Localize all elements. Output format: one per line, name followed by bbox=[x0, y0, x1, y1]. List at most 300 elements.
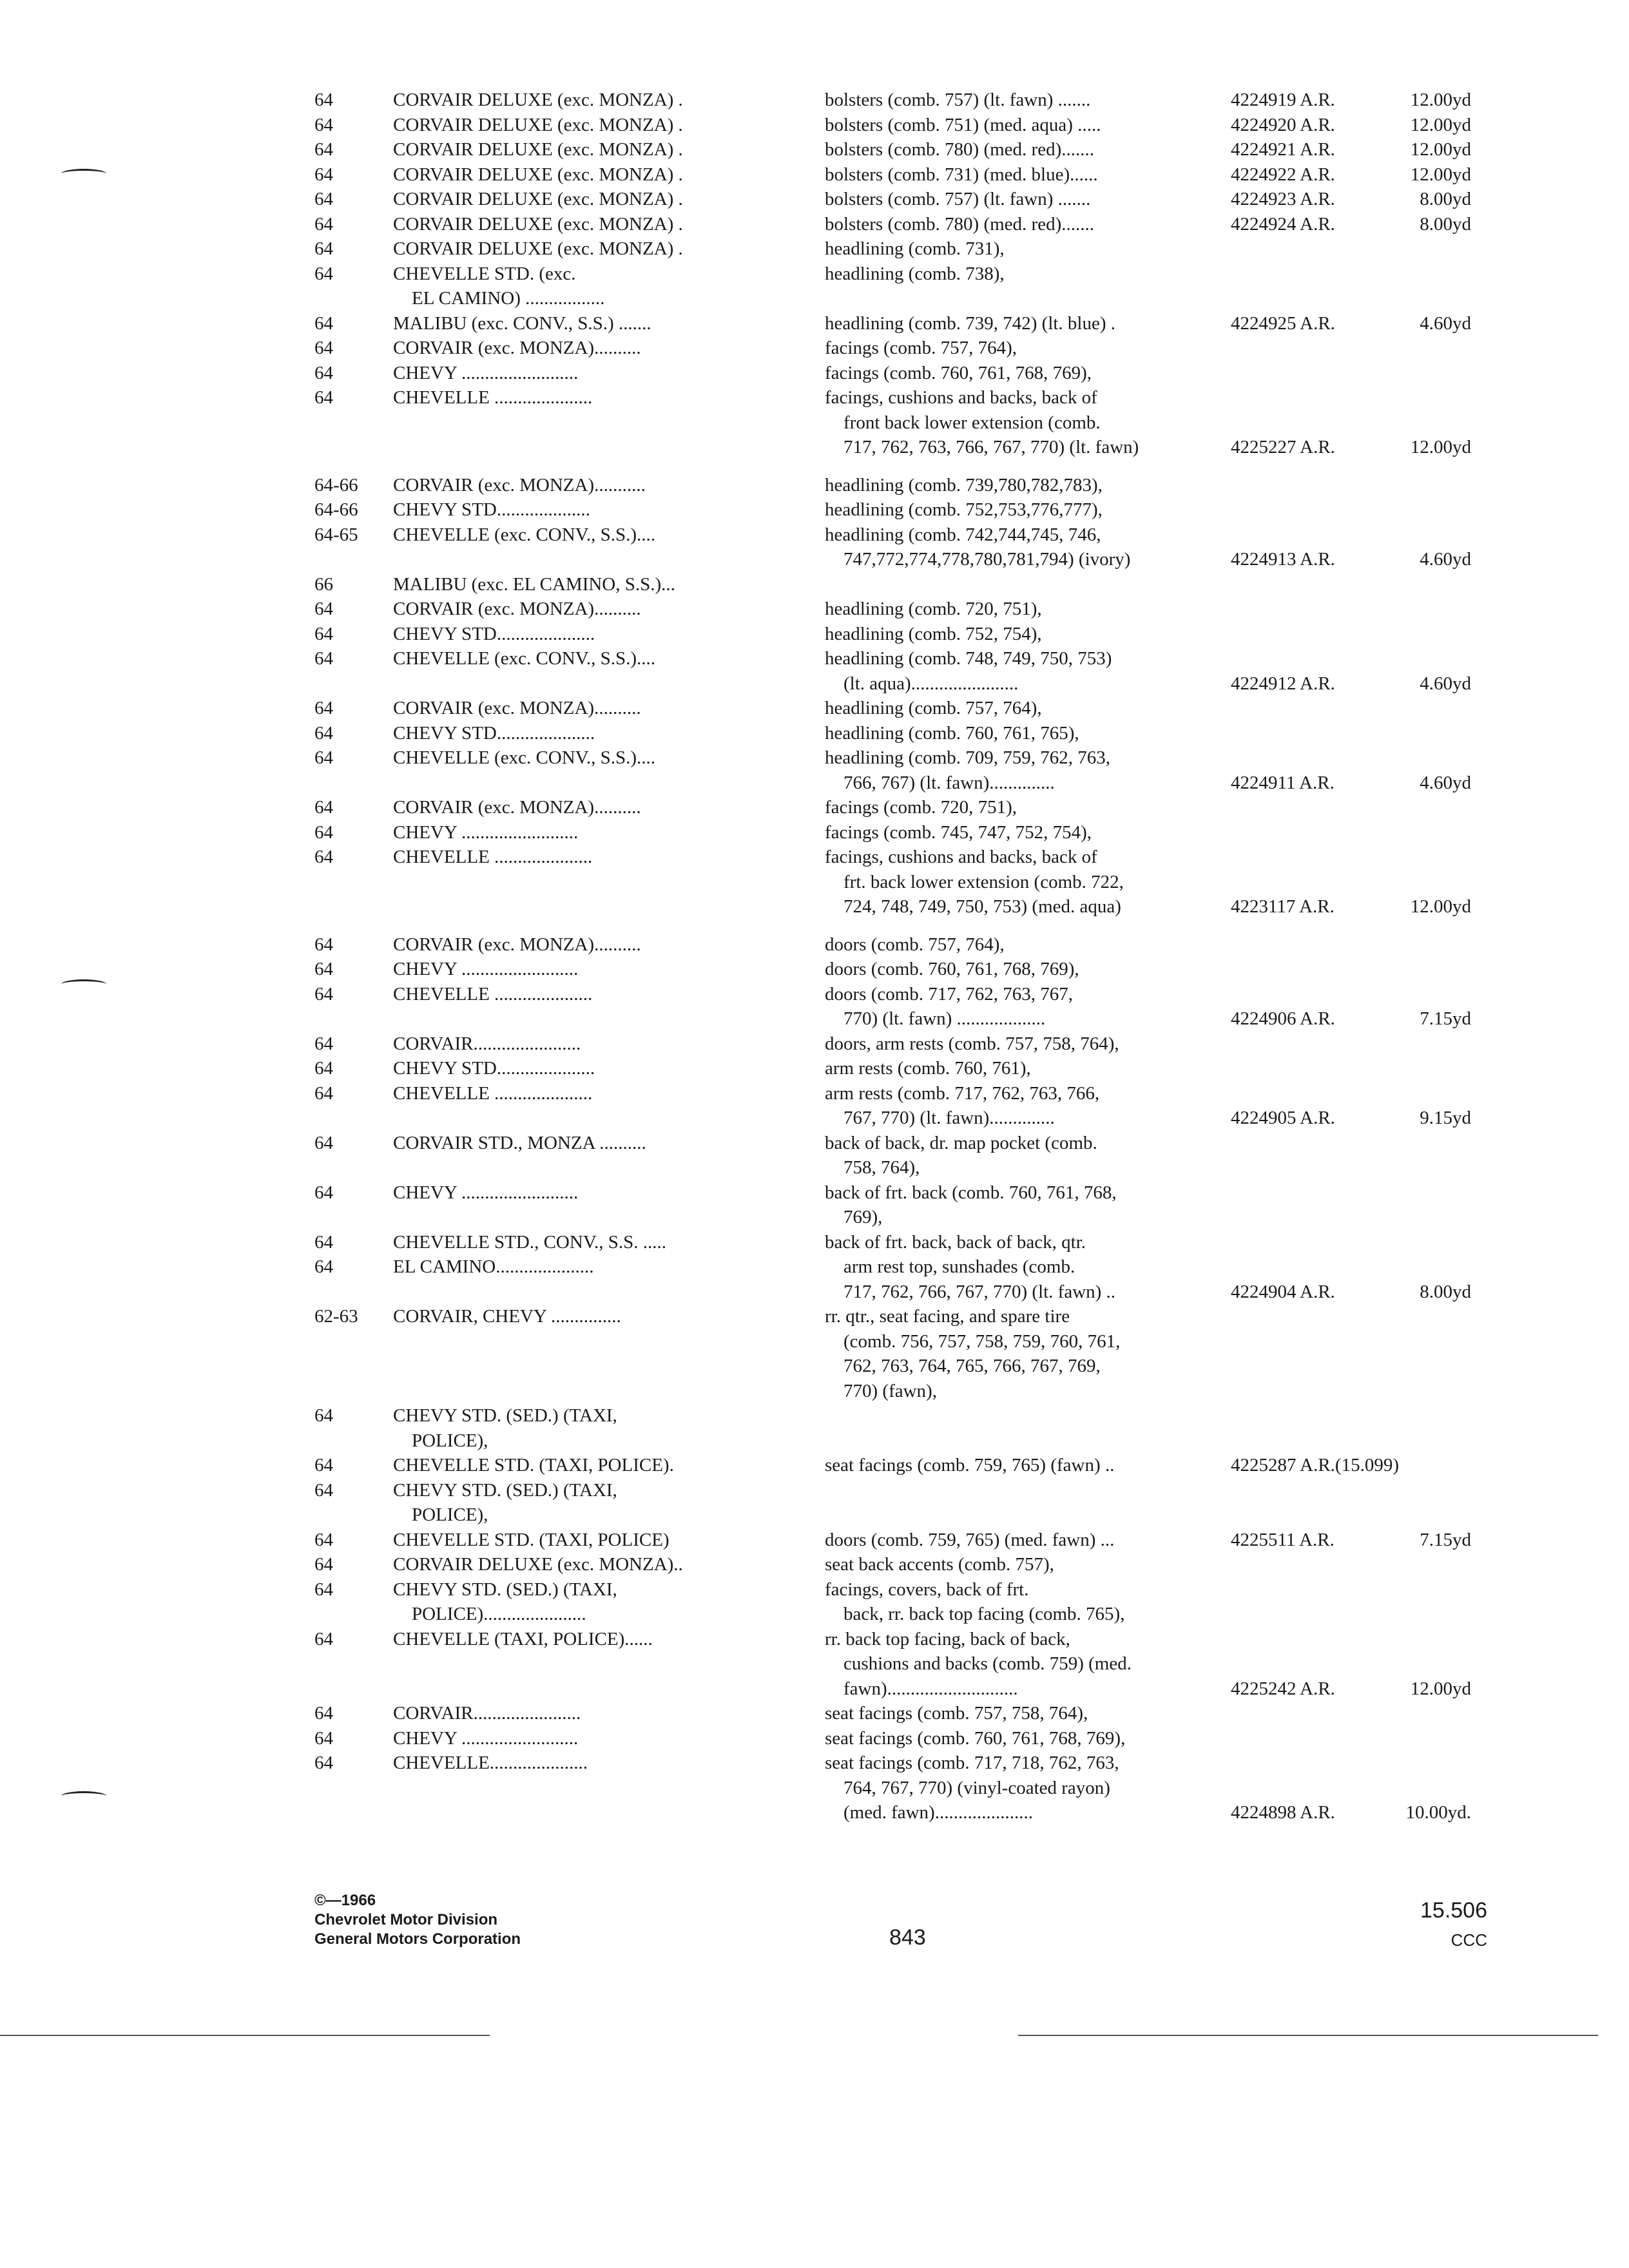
description-line: (lt. aqua)....................... bbox=[825, 673, 1019, 694]
model-line: CHEVELLE STD. (exc. bbox=[393, 263, 576, 284]
model-year: 64 bbox=[314, 1554, 333, 1575]
description-line: facings, cushions and backs, back of bbox=[825, 847, 1097, 867]
description-line: 758, 764), bbox=[825, 1157, 920, 1178]
table-row bbox=[0, 113, 1629, 138]
vehicle-model bbox=[393, 572, 767, 597]
table-row bbox=[0, 932, 1629, 957]
description-line: back, rr. back top facing (comb. 765), bbox=[825, 1604, 1125, 1624]
trim-description bbox=[825, 696, 1237, 721]
trim-description bbox=[825, 497, 1237, 523]
model-year: 64 bbox=[314, 1058, 333, 1079]
table-row bbox=[0, 361, 1629, 386]
description-line: 769), bbox=[825, 1207, 883, 1227]
model-line: EL CAMINO) ................. bbox=[393, 288, 605, 309]
model-line: CORVAIR DELUXE (exc. MONZA) . bbox=[393, 139, 683, 160]
bottom-rule bbox=[0, 2035, 490, 2036]
model-line: CHEVELLE (TAXI, POLICE)...... bbox=[393, 1628, 653, 1649]
description-line: doors (comb. 757, 764), bbox=[825, 934, 1005, 955]
model-line: CHEVY ......................... bbox=[393, 959, 579, 979]
vehicle-model bbox=[393, 137, 767, 162]
model-line: CORVAIR DELUXE (exc. MONZA) . bbox=[393, 189, 683, 209]
part-number: 4224912 A.R. bbox=[1231, 673, 1335, 694]
part-number: 4224922 A.R. bbox=[1231, 164, 1335, 185]
quantity: 7.15yd bbox=[1420, 1529, 1471, 1550]
description-line: fawn)............................ bbox=[825, 1678, 1018, 1699]
description-line: headlining (comb. 760, 761, 765), bbox=[825, 722, 1079, 744]
description-line: rr. back top facing, back of back, bbox=[825, 1628, 1070, 1649]
model-line: CHEVY STD. (SED.) (TAXI, bbox=[393, 1579, 617, 1600]
description-line: doors (comb. 717, 762, 763, 767, bbox=[825, 983, 1074, 1004]
trim-description bbox=[825, 212, 1237, 237]
quantity: 8.00yd bbox=[1420, 189, 1471, 209]
description-line: 747,772,774,778,780,781,794) (ivory) bbox=[825, 549, 1131, 570]
model-year: 64 bbox=[314, 599, 333, 619]
trim-description bbox=[825, 88, 1237, 113]
description-line: frt. back lower extension (comb. 722, bbox=[825, 871, 1124, 892]
vehicle-model bbox=[393, 1056, 767, 1081]
description-line: 767, 770) (lt. fawn).............. bbox=[825, 1108, 1055, 1128]
table-row bbox=[0, 845, 1629, 932]
description-line: 764, 767, 770) (vinyl-coated rayon) bbox=[825, 1777, 1110, 1798]
model-year: 64 bbox=[314, 1703, 333, 1724]
model-year: 64-66 bbox=[314, 474, 358, 495]
table-row bbox=[0, 1032, 1629, 1057]
model-year: 64-66 bbox=[314, 499, 358, 520]
model-year: 64 bbox=[314, 1628, 333, 1649]
description-line: facings (comb. 720, 751), bbox=[825, 797, 1017, 818]
description-line: headlining (comb. 709, 759, 762, 763, bbox=[825, 747, 1111, 768]
vehicle-model bbox=[393, 957, 767, 982]
model-line: CHEVY ......................... bbox=[393, 822, 579, 843]
model-line: CORVAIR STD., MONZA .......... bbox=[393, 1132, 646, 1153]
description-line: doors (comb. 760, 761, 768, 769), bbox=[825, 959, 1079, 979]
description-line: facings, cushions and backs, back of bbox=[825, 387, 1097, 408]
model-year: 64 bbox=[314, 797, 333, 818]
quantity: 12.00yd bbox=[1410, 114, 1471, 135]
description-line: headlining (comb. 752,753,776,777), bbox=[825, 499, 1103, 520]
model-line: CHEVELLE..................... bbox=[393, 1753, 588, 1773]
table-row bbox=[0, 1254, 1629, 1304]
quantity: 8.00yd bbox=[1420, 1281, 1471, 1302]
model-year: 64 bbox=[314, 90, 333, 110]
description-line: headlining (comb. 731), bbox=[825, 238, 1005, 259]
model-line: CORVAIR DELUXE (exc. MONZA) . bbox=[393, 164, 683, 185]
trim-description bbox=[825, 1701, 1237, 1726]
table-row bbox=[0, 1478, 1629, 1528]
model-year: 64 bbox=[314, 1033, 333, 1054]
description-line: headlining (comb. 738), bbox=[825, 263, 1005, 284]
corporation-line: General Motors Corporation bbox=[314, 1930, 521, 1948]
description-line: rr. qtr., seat facing, and spare tire bbox=[825, 1306, 1070, 1327]
description-line: doors, arm rests (comb. 757, 758, 764), bbox=[825, 1033, 1119, 1054]
trim-description bbox=[825, 932, 1237, 957]
trim-description bbox=[825, 1081, 1237, 1131]
table-row bbox=[0, 187, 1629, 212]
table-row bbox=[0, 1403, 1629, 1453]
model-line: CHEVY ......................... bbox=[393, 362, 579, 383]
vehicle-model bbox=[393, 820, 767, 845]
model-year: 64 bbox=[314, 338, 333, 358]
model-year: 64 bbox=[314, 263, 333, 284]
table-row bbox=[0, 1304, 1629, 1403]
part-number: 4224904 A.R. bbox=[1231, 1281, 1335, 1302]
vehicle-model bbox=[393, 336, 767, 361]
table-row bbox=[0, 795, 1629, 820]
table-row bbox=[0, 1751, 1629, 1825]
trim-description bbox=[825, 187, 1237, 212]
trim-description bbox=[825, 1577, 1237, 1627]
part-number: 4224905 A.R. bbox=[1231, 1108, 1335, 1128]
quantity: 12.00yd bbox=[1410, 90, 1471, 110]
model-year: 64 bbox=[314, 959, 333, 979]
trim-description bbox=[825, 113, 1237, 138]
model-year: 64 bbox=[314, 1579, 333, 1600]
description-line: back of frt. back, back of back, qtr. bbox=[825, 1231, 1086, 1253]
model-year: 64 bbox=[314, 1132, 333, 1153]
trim-description bbox=[825, 1254, 1237, 1304]
vehicle-model bbox=[393, 597, 767, 622]
model-line: MALIBU (exc. CONV., S.S.) ....... bbox=[393, 312, 651, 334]
description-line: 717, 762, 766, 767, 770) (lt. fawn) .. bbox=[825, 1281, 1116, 1302]
table-row bbox=[0, 572, 1629, 597]
model-line: CHEVY STD. (SED.) (TAXI, bbox=[393, 1405, 617, 1426]
quantity: 12.00yd bbox=[1410, 1678, 1471, 1699]
trim-description bbox=[825, 1552, 1237, 1577]
model-line: CHEVELLE STD., CONV., S.S. ..... bbox=[393, 1231, 667, 1253]
model-line: POLICE)...................... bbox=[393, 1604, 586, 1624]
description-line: bolsters (comb. 780) (med. red)....... bbox=[825, 139, 1094, 160]
trim-description bbox=[825, 473, 1237, 498]
description-line: 770) (lt. fawn) ................... bbox=[825, 1008, 1046, 1029]
trim-description bbox=[825, 1056, 1237, 1081]
description-line: (med. fawn)..................... bbox=[825, 1802, 1033, 1823]
description-line: facings (comb. 757, 764), bbox=[825, 338, 1017, 358]
part-number: 4224925 A.R. bbox=[1231, 312, 1335, 334]
part-number: 4224911 A.R. bbox=[1231, 772, 1335, 793]
trim-description bbox=[825, 1230, 1237, 1255]
vehicle-model bbox=[393, 88, 767, 113]
model-year: 64 bbox=[314, 722, 333, 744]
model-year: 64 bbox=[314, 1405, 333, 1426]
model-year: 64 bbox=[314, 1455, 333, 1475]
quantity: 8.00yd bbox=[1420, 213, 1471, 235]
table-row bbox=[0, 1131, 1629, 1180]
table-row bbox=[0, 212, 1629, 237]
table-row bbox=[0, 236, 1629, 262]
part-number: 4225287 A.R.(15.099) bbox=[1231, 1455, 1399, 1475]
description-line: 724, 748, 749, 750, 753) (med. aqua) bbox=[825, 896, 1121, 917]
vehicle-model bbox=[393, 162, 767, 187]
trim-description bbox=[825, 1032, 1237, 1057]
trim-description bbox=[825, 1304, 1237, 1403]
quantity: 12.00yd bbox=[1410, 896, 1471, 917]
description-line: 762, 763, 764, 765, 766, 767, 769, bbox=[825, 1356, 1101, 1376]
quantity: 4.60yd bbox=[1420, 549, 1471, 570]
model-year: 64 bbox=[314, 1256, 333, 1277]
model-year: 66 bbox=[314, 573, 333, 595]
description-line: headlining (comb. 757, 764), bbox=[825, 698, 1042, 718]
trim-description bbox=[825, 1528, 1237, 1553]
trim-description bbox=[825, 622, 1237, 647]
vehicle-model bbox=[393, 982, 767, 1007]
model-year: 64 bbox=[314, 747, 333, 768]
section-number: 15.506 bbox=[1420, 1898, 1487, 1923]
table-row bbox=[0, 1056, 1629, 1081]
model-year: 64 bbox=[314, 847, 333, 867]
model-line: CHEVELLE ..................... bbox=[393, 847, 593, 867]
vehicle-model bbox=[393, 646, 767, 671]
description-line: front back lower extension (comb. bbox=[825, 412, 1101, 433]
description-line: headlining (comb. 752, 754), bbox=[825, 623, 1042, 644]
model-line: CHEVELLE (exc. CONV., S.S.).... bbox=[393, 747, 656, 768]
vehicle-model bbox=[393, 361, 767, 386]
model-year: 64 bbox=[314, 1753, 333, 1773]
table-row bbox=[0, 497, 1629, 523]
vehicle-model bbox=[393, 1131, 767, 1156]
table-row bbox=[0, 696, 1629, 721]
table-row bbox=[0, 1230, 1629, 1255]
vehicle-model bbox=[393, 236, 767, 262]
trim-description bbox=[825, 361, 1237, 386]
description-line: bolsters (comb. 757) (lt. fawn) ....... bbox=[825, 90, 1091, 110]
description-line: arm rests (comb. 760, 761), bbox=[825, 1058, 1031, 1079]
table-row bbox=[0, 162, 1629, 187]
model-year: 64 bbox=[314, 623, 333, 644]
trim-description bbox=[825, 721, 1237, 746]
vehicle-model bbox=[393, 1304, 767, 1329]
description-line: facings (comb. 760, 761, 768, 769), bbox=[825, 362, 1092, 383]
vehicle-model bbox=[393, 1577, 767, 1627]
vehicle-model bbox=[393, 1726, 767, 1751]
model-line: CORVAIR DELUXE (exc. MONZA) . bbox=[393, 238, 683, 259]
description-line: headlining (comb. 739, 742) (lt. blue) . bbox=[825, 312, 1116, 334]
model-year: 64 bbox=[314, 213, 333, 235]
margin-mark bbox=[61, 169, 106, 178]
trim-description bbox=[825, 1453, 1237, 1478]
vehicle-model bbox=[393, 845, 767, 870]
table-row bbox=[0, 1627, 1629, 1702]
model-line: CHEVELLE ..................... bbox=[393, 1082, 593, 1104]
part-number: 4225511 A.R. bbox=[1231, 1529, 1335, 1550]
table-row bbox=[0, 1577, 1629, 1627]
trim-description bbox=[825, 236, 1237, 262]
model-year: 64 bbox=[314, 312, 333, 334]
table-row bbox=[0, 597, 1629, 622]
part-number: 4225227 A.R. bbox=[1231, 437, 1335, 457]
description-line: bolsters (comb. 780) (med. red)....... bbox=[825, 213, 1094, 235]
model-line: CHEVELLE STD. (TAXI, POLICE) bbox=[393, 1529, 670, 1550]
description-line: headlining (comb. 739,780,782,783), bbox=[825, 474, 1103, 495]
page-number: 843 bbox=[889, 1925, 926, 1950]
part-number: 4224919 A.R. bbox=[1231, 90, 1335, 110]
model-year: 64 bbox=[314, 1529, 333, 1550]
description-line: back of back, dr. map pocket (comb. bbox=[825, 1132, 1097, 1153]
table-row bbox=[0, 1552, 1629, 1577]
model-year: 64 bbox=[314, 139, 333, 160]
table-row bbox=[0, 1453, 1629, 1478]
margin-mark bbox=[61, 1791, 106, 1801]
model-line: CORVAIR, CHEVY ............... bbox=[393, 1306, 621, 1327]
table-row bbox=[0, 262, 1629, 311]
trim-description bbox=[825, 982, 1237, 1032]
description-line: seat facings (comb. 759, 765) (fawn) .. bbox=[825, 1455, 1115, 1475]
model-line: CORVAIR (exc. MONZA)........... bbox=[393, 474, 646, 495]
vehicle-model bbox=[393, 385, 767, 410]
trim-description bbox=[825, 646, 1237, 696]
part-number: 4224898 A.R. bbox=[1231, 1802, 1335, 1823]
table-row bbox=[0, 473, 1629, 498]
section-code: CCC bbox=[1451, 1930, 1487, 1950]
model-line: CHEVELLE ..................... bbox=[393, 387, 593, 408]
description-line: cushions and backs (comb. 759) (med. bbox=[825, 1653, 1132, 1674]
model-line: CORVAIR DELUXE (exc. MONZA) . bbox=[393, 213, 683, 235]
description-line: facings, covers, back of frt. bbox=[825, 1579, 1029, 1600]
description-line: arm rests (comb. 717, 762, 763, 766, bbox=[825, 1082, 1100, 1104]
trim-description bbox=[825, 1726, 1237, 1751]
model-year: 64-65 bbox=[314, 524, 358, 545]
margin-mark bbox=[61, 979, 106, 989]
table-row bbox=[0, 721, 1629, 746]
description-line: back of frt. back (comb. 760, 761, 768, bbox=[825, 1182, 1117, 1203]
bottom-rule bbox=[1018, 2035, 1598, 2036]
model-year: 64 bbox=[314, 934, 333, 955]
model-year: 64 bbox=[314, 114, 333, 135]
trim-description bbox=[825, 1131, 1237, 1180]
table-row bbox=[0, 311, 1629, 336]
model-year: 64 bbox=[314, 238, 333, 259]
table-row bbox=[0, 1701, 1629, 1726]
model-year: 64 bbox=[314, 648, 333, 669]
quantity: 10.00yd. bbox=[1405, 1802, 1471, 1823]
table-row bbox=[0, 622, 1629, 647]
trim-description bbox=[825, 795, 1237, 820]
trim-description bbox=[825, 523, 1237, 572]
vehicle-model bbox=[393, 1081, 767, 1106]
vehicle-model bbox=[393, 932, 767, 957]
part-number: 4224913 A.R. bbox=[1231, 549, 1335, 570]
parts-table bbox=[0, 88, 1629, 1825]
quantity: 4.60yd bbox=[1420, 673, 1471, 694]
part-number: 4224921 A.R. bbox=[1231, 139, 1335, 160]
trim-description bbox=[825, 336, 1237, 361]
trim-description bbox=[825, 1180, 1237, 1230]
trim-description bbox=[825, 162, 1237, 187]
model-year: 62-63 bbox=[314, 1306, 358, 1327]
model-line: CORVAIR (exc. MONZA).......... bbox=[393, 934, 641, 955]
publisher-block bbox=[314, 1891, 521, 1949]
table-row bbox=[0, 646, 1629, 696]
trim-description bbox=[825, 137, 1237, 162]
trim-description bbox=[825, 820, 1237, 845]
model-year: 64 bbox=[314, 1182, 333, 1203]
model-line: CORVAIR DELUXE (exc. MONZA).. bbox=[393, 1554, 683, 1575]
trim-description bbox=[825, 597, 1237, 622]
vehicle-model bbox=[393, 113, 767, 138]
vehicle-model bbox=[393, 523, 767, 548]
description-line: headlining (comb. 720, 751), bbox=[825, 599, 1042, 619]
part-number: 4224920 A.R. bbox=[1231, 114, 1335, 135]
model-line: CHEVY STD..................... bbox=[393, 1058, 595, 1079]
model-line: MALIBU (exc. EL CAMINO, S.S.)... bbox=[393, 573, 675, 595]
model-line: CORVAIR (exc. MONZA).......... bbox=[393, 338, 641, 358]
quantity: 4.60yd bbox=[1420, 312, 1471, 334]
vehicle-model bbox=[393, 1552, 767, 1577]
model-year: 64 bbox=[314, 164, 333, 185]
division-line: Chevrolet Motor Division bbox=[314, 1911, 498, 1928]
vehicle-model bbox=[393, 1453, 767, 1478]
vehicle-model bbox=[393, 1627, 767, 1652]
model-line: CORVAIR (exc. MONZA).......... bbox=[393, 599, 641, 619]
vehicle-model bbox=[393, 311, 767, 336]
quantity: 12.00yd bbox=[1410, 139, 1471, 160]
model-year: 64 bbox=[314, 698, 333, 718]
model-line: CHEVELLE STD. (TAXI, POLICE). bbox=[393, 1455, 674, 1475]
model-line: CHEVY ......................... bbox=[393, 1182, 579, 1203]
model-line: CORVAIR DELUXE (exc. MONZA) . bbox=[393, 114, 683, 135]
vehicle-model bbox=[393, 1230, 767, 1255]
vehicle-model bbox=[393, 497, 767, 523]
vehicle-model bbox=[393, 1751, 767, 1776]
trim-description bbox=[825, 745, 1237, 795]
table-row bbox=[0, 523, 1629, 572]
table-row bbox=[0, 1726, 1629, 1751]
model-line: POLICE), bbox=[393, 1504, 488, 1525]
quantity: 12.00yd bbox=[1410, 164, 1471, 185]
quantity: 12.00yd bbox=[1410, 437, 1471, 457]
description-line: seat facings (comb. 760, 761, 768, 769), bbox=[825, 1727, 1126, 1749]
model-line: CHEVY STD. (SED.) (TAXI, bbox=[393, 1479, 617, 1501]
description-line: (comb. 756, 757, 758, 759, 760, 761, bbox=[825, 1331, 1121, 1352]
vehicle-model bbox=[393, 622, 767, 647]
description-line: bolsters (comb. 751) (med. aqua) ..... bbox=[825, 114, 1101, 135]
vehicle-model bbox=[393, 1032, 767, 1057]
table-row bbox=[0, 1081, 1629, 1131]
table-row bbox=[0, 957, 1629, 982]
description-line: 717, 762, 763, 766, 767, 770) (lt. fawn) bbox=[825, 437, 1139, 457]
table-row bbox=[0, 88, 1629, 113]
part-number: 4225242 A.R. bbox=[1231, 1678, 1335, 1699]
description-line: arm rest top, sunshades (comb. bbox=[825, 1256, 1075, 1277]
trim-description bbox=[825, 262, 1237, 287]
vehicle-model bbox=[393, 1254, 767, 1280]
table-row bbox=[0, 820, 1629, 845]
trim-description bbox=[825, 957, 1237, 982]
vehicle-model bbox=[393, 1403, 767, 1453]
model-year: 64 bbox=[314, 387, 333, 408]
vehicle-model bbox=[393, 262, 767, 311]
model-year: 64 bbox=[314, 1231, 333, 1253]
model-line: CHEVY STD..................... bbox=[393, 623, 595, 644]
model-year: 64 bbox=[314, 1479, 333, 1501]
model-line: CORVAIR (exc. MONZA).......... bbox=[393, 797, 641, 818]
description-line: bolsters (comb. 757) (lt. fawn) ....... bbox=[825, 189, 1091, 209]
model-year: 64 bbox=[314, 362, 333, 383]
copyright-line: ©—1966 bbox=[314, 1892, 376, 1909]
model-year: 64 bbox=[314, 1082, 333, 1104]
vehicle-model bbox=[393, 696, 767, 721]
quantity: 7.15yd bbox=[1420, 1008, 1471, 1029]
part-number: 4223117 A.R. bbox=[1231, 896, 1335, 917]
vehicle-model bbox=[393, 1701, 767, 1726]
description-line: seat facings (comb. 757, 758, 764), bbox=[825, 1703, 1088, 1724]
model-line: EL CAMINO..................... bbox=[393, 1256, 594, 1277]
part-number: 4224923 A.R. bbox=[1231, 189, 1335, 209]
description-line: headlining (comb. 742,744,745, 746, bbox=[825, 524, 1101, 545]
trim-description bbox=[825, 385, 1237, 460]
table-row bbox=[0, 982, 1629, 1032]
description-line: 766, 767) (lt. fawn).............. bbox=[825, 772, 1055, 793]
quantity: 4.60yd bbox=[1420, 772, 1471, 793]
